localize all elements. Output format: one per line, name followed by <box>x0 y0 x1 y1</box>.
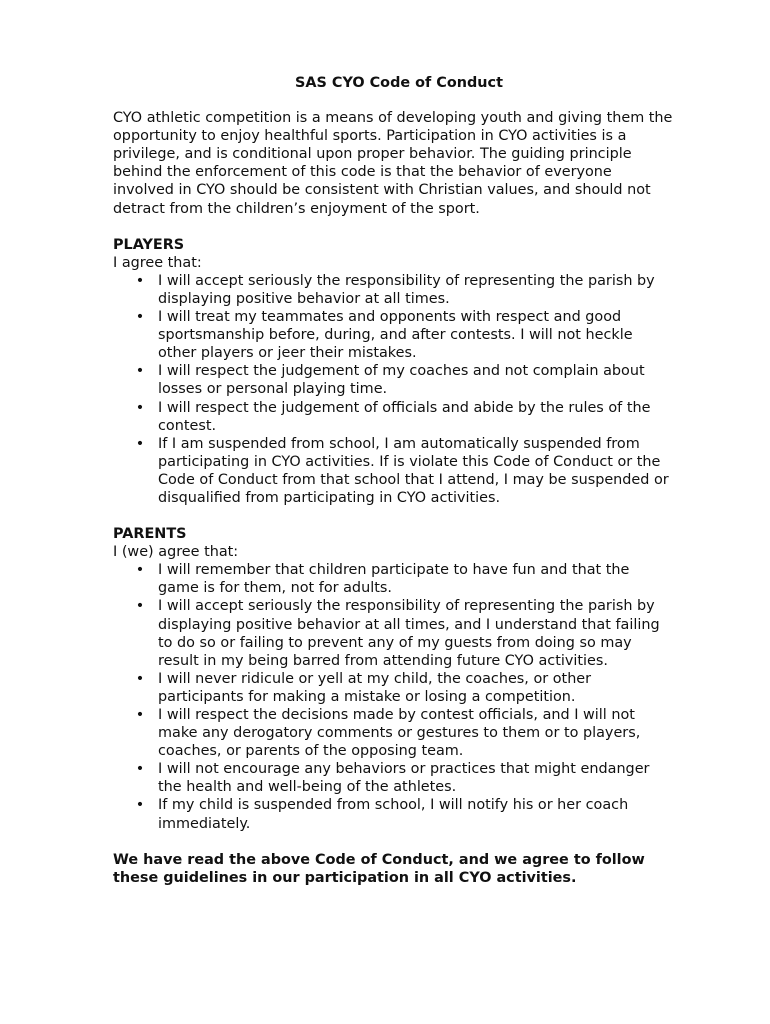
parents-lead: I (we) agree that: <box>113 544 239 561</box>
bullet-icon: • <box>135 399 145 416</box>
list-item-text: I will not encourage any behaviors or practices that might endanger the health and well-being of the athletes. <box>158 761 650 796</box>
players-rules-list <box>113 272 673 507</box>
list-item <box>135 670 673 706</box>
list-item-text: I will respect the judgement of officials and abide by the rules of the contest. <box>158 399 651 434</box>
players-heading: PLAYERS <box>113 236 185 253</box>
list-item-text: If my child is suspended from school, I will notify his or her coach immediately. <box>158 797 629 832</box>
bullet-icon: • <box>135 363 145 380</box>
list-item <box>135 362 673 398</box>
parents-heading: PARENTS <box>113 526 187 543</box>
list-item <box>135 308 673 362</box>
closing-statement: We have read the above Code of Conduct, and we agree to follow these guidelines in our participation in all CYO activities. <box>113 851 645 886</box>
list-item-text: If I am suspended from school, I am automatically suspended from participating in CYO activities. If is violate this Code of Conduct or the Code of Conduct from that school that I attend, I may be suspended or disqualified from participating in CYO activities. <box>158 435 669 506</box>
bullet-icon: • <box>135 598 145 615</box>
bullet-icon: • <box>135 761 145 778</box>
bullet-icon: • <box>135 670 145 687</box>
list-item <box>135 272 673 308</box>
bullet-icon: • <box>135 272 145 289</box>
bullet-icon: • <box>135 562 145 579</box>
players-lead: I agree that: <box>113 254 202 271</box>
list-item <box>135 796 673 832</box>
bullet-icon: • <box>135 797 145 814</box>
parents-rules-list <box>113 561 673 832</box>
list-item <box>135 597 673 669</box>
list-item <box>135 561 673 597</box>
list-item <box>135 706 673 760</box>
list-item-text: I will accept seriously the responsibility of representing the parish by displaying positive behavior at all times. <box>158 272 655 307</box>
list-item-text: I will respect the judgement of my coaches and not complain about losses or personal playing time. <box>158 363 645 398</box>
list-item <box>135 399 673 435</box>
list-item <box>135 435 673 507</box>
bullet-icon: • <box>135 707 145 723</box>
list-item-text: I will treat my teammates and opponents with respect and good sportsmanship before, during, and after contests. I will not heckle other players or jeer their mistakes. <box>158 309 633 362</box>
document-title: SAS CYO Code of Conduct <box>295 75 503 91</box>
intro-paragraph: CYO athletic competition is a means of developing youth and giving them the opportunity to enjoy healthful sports. Participation in CYO activities is a privilege, and is conditional upon proper behavior. The guiding principle behind the enforcement of this code is that the behavior of everyone involved in CYO should be consistent with Christian values, and should not detract from the children’s enjoyment of the sport. <box>113 110 673 217</box>
list-item <box>135 760 673 796</box>
list-item-text: I will respect the decisions made by contest officials, and I will not make any derogatory comments or gestures to them or to players, coaches, or parents of the opposing team. <box>158 707 641 760</box>
bullet-icon: • <box>135 435 145 452</box>
bullet-icon: • <box>135 309 145 326</box>
list-item-text: I will never ridicule or yell at my child, the coaches, or other participants for making a mistake or losing a competition. <box>158 670 592 705</box>
list-item-text: I will accept seriously the responsibility of representing the parish by displaying positive behavior at all times, and I understand that failing to do so or failing to prevent any of my guests from doing so may result in my being barred from attending future CYO activities. <box>158 598 660 669</box>
list-item-text: I will remember that children participate to have fun and that the game is for them, not for adults. <box>158 562 630 597</box>
document-page <box>113 74 673 887</box>
